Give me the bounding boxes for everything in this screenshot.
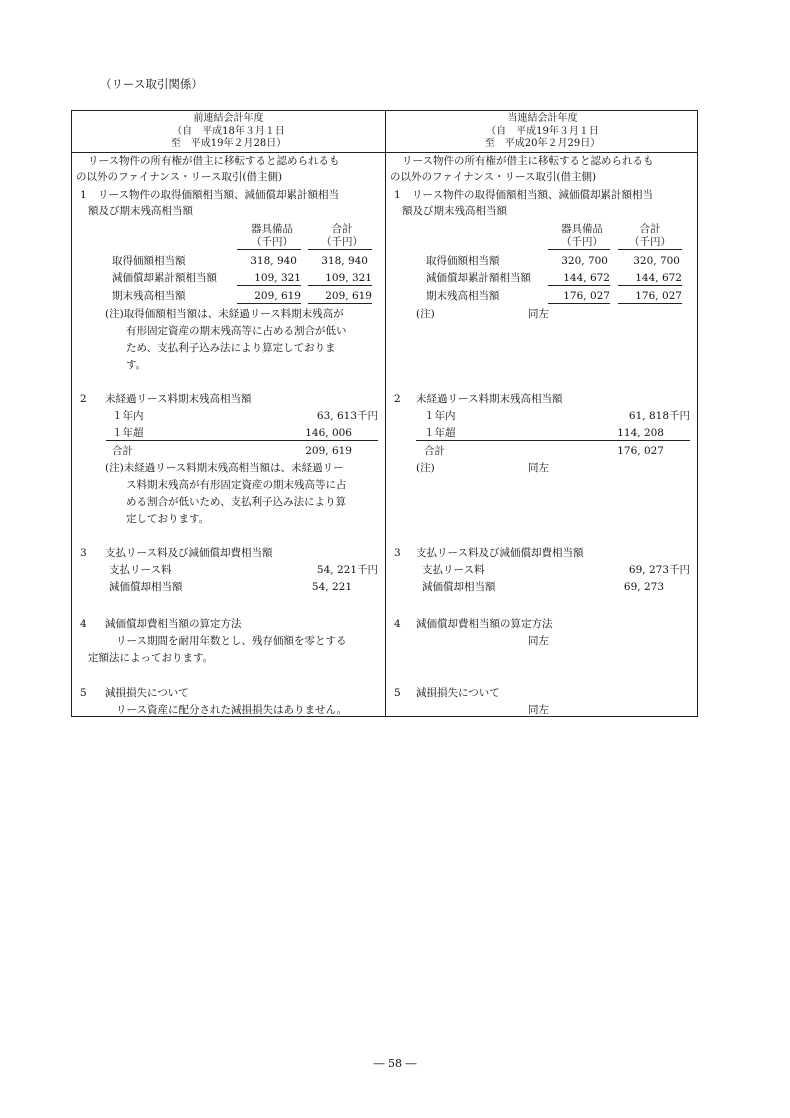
- section-1-title-cont: 額及び期末残高相当額: [88, 205, 193, 217]
- section-1-number: 1: [394, 189, 401, 201]
- section-2-number: 2: [394, 393, 401, 405]
- col-equipment-unit: （千円）: [561, 236, 603, 248]
- section-3-title: 支払リース料及び減価償却費相当額: [105, 547, 273, 559]
- section-4-same-as-left: 同左: [528, 635, 549, 647]
- note-1-line-1: (注)取得価額相当額は、未経過リース料期末残高が: [105, 308, 344, 320]
- section-5-number: 5: [80, 687, 87, 699]
- lease-payment-label: 支払リース料: [422, 564, 485, 576]
- col-total-header: 合計: [639, 223, 661, 235]
- col-total-header: 合計: [331, 223, 353, 235]
- section-2-title: 未経過リース料期末残高相当額: [416, 393, 563, 405]
- prev-period-header: [72, 111, 385, 154]
- prev-period-to: 至 平成19年２月28日）: [170, 138, 287, 149]
- section-1-title: リース物件の取得価額相当額、減価償却累計額相当: [412, 189, 653, 201]
- row-acquisition-label: 取得価額相当額: [426, 255, 500, 267]
- note-2-same-as-left: 同左: [528, 462, 549, 474]
- over-1-year-label: １年超: [424, 427, 456, 439]
- row-balance-equipment: 176, 027: [548, 289, 610, 304]
- row-acquisition-equipment: 320, 700: [561, 255, 608, 267]
- total-value: 209, 619: [305, 445, 352, 457]
- section-5-body: リース資産に配分された減損損失はありません。: [116, 704, 348, 716]
- lease-table: [71, 110, 698, 717]
- depreciation-equiv-label: 減価償却相当額: [422, 581, 496, 593]
- depreciation-equiv-value: 69, 273: [623, 581, 664, 593]
- within-1-year-value: 61, 818千円: [628, 410, 690, 422]
- note-2-line-4: 定しております。: [126, 513, 210, 525]
- intro-line-1: リース物件の所有権が借主に移転すると認められるも: [402, 155, 654, 167]
- row-acquisition-label: 取得価額相当額: [112, 255, 186, 267]
- section-4-number: 4: [394, 618, 401, 630]
- col-equipment-header: 器具備品: [561, 223, 603, 235]
- note-2-line-3: める割合が低いため、支払利子込み法により算: [126, 496, 347, 508]
- total-value: 176, 027: [617, 445, 664, 457]
- over-1-year-label: １年超: [112, 427, 144, 439]
- intro-line-2: の以外のファイナンス・リース取引(借主側): [390, 171, 597, 183]
- prev-period-column: [72, 153, 384, 716]
- over-1-year-value: 146, 006: [305, 427, 352, 439]
- note-2-line-1: (注)未経過リース料期末残高相当額は、未経過リー: [105, 462, 344, 474]
- row-balance-label: 期末残高相当額: [112, 290, 186, 302]
- curr-period-header: [386, 111, 699, 154]
- section-1-number: 1: [80, 189, 87, 201]
- row-depreciation-label: 減価償却累計額相当額: [426, 272, 531, 284]
- note-1-line-2: 有形固定資産の期末残高等に占める割合が低い: [126, 325, 347, 337]
- depreciation-equiv-value: 54, 221: [311, 581, 352, 593]
- lease-payment-value: 69, 273千円: [628, 564, 690, 576]
- section-4-body-1: リース期間を耐用年数とし、残存価額を零とする: [116, 635, 347, 647]
- note-1-line-4: す。: [126, 359, 147, 371]
- row-acquisition-total: 318, 940: [321, 255, 368, 267]
- section-1-title: リース物件の取得価額相当額、減価償却累計額相当: [98, 189, 339, 201]
- col-equipment-unit: （千円）: [251, 236, 293, 248]
- col-total-unit: （千円）: [321, 236, 363, 248]
- total-label: 合計: [424, 445, 445, 457]
- curr-period-from: （自 平成19年３月１日: [486, 125, 599, 137]
- section-1-title-cont: 額及び期末残高相当額: [402, 205, 507, 217]
- total-underline: [416, 440, 690, 441]
- page-number: ― 58 ―: [373, 1057, 417, 1070]
- section-2-title: 未経過リース料期末残高相当額: [105, 393, 252, 405]
- section-5-same-as-left: 同左: [528, 704, 549, 716]
- section-3-number: 3: [394, 547, 401, 559]
- total-label: 合計: [112, 445, 133, 457]
- row-depreciation-equipment: 144, 672: [548, 271, 610, 286]
- curr-period-to: 至 平成20年２月29日）: [484, 138, 601, 149]
- row-depreciation-total: 109, 321: [308, 271, 372, 286]
- curr-period-column: [386, 153, 698, 716]
- col-underline: [308, 249, 372, 250]
- col-underline: [618, 249, 682, 250]
- row-balance-label: 期末残高相当額: [426, 290, 500, 302]
- total-underline: [106, 440, 378, 441]
- within-1-year-label: １年内: [112, 410, 144, 422]
- note-1-line-3: ため、支払利子込み法により算定しておりま: [126, 342, 336, 354]
- section-4-title: 減価償却費相当額の算定方法: [416, 618, 553, 630]
- row-acquisition-total: 320, 700: [633, 255, 680, 267]
- note-1-same-as-left: 同左: [528, 308, 549, 320]
- row-balance-total: 209, 619: [308, 289, 372, 304]
- section-3-title: 支払リース料及び減価償却費相当額: [416, 547, 584, 559]
- row-balance-total: 176, 027: [618, 289, 682, 304]
- curr-period-title: 当連結会計年度: [507, 113, 578, 124]
- note-1-label: (注): [416, 308, 435, 320]
- row-acquisition-equipment: 318, 940: [250, 255, 297, 267]
- row-balance-equipment: 209, 619: [237, 289, 301, 304]
- within-1-year-value: 63, 613千円: [316, 410, 378, 422]
- col-equipment-header: 器具備品: [251, 223, 293, 235]
- intro-line-2: の以外のファイナンス・リース取引(借主側): [76, 171, 283, 183]
- note-2-line-2: ス料期末残高が有形固定資産の期末残高等に占: [126, 479, 347, 491]
- section-5-title: 減損損失について: [416, 687, 500, 699]
- section-4-body-2: 定額法によっております。: [88, 652, 214, 664]
- lease-payment-label: 支払リース料: [109, 564, 172, 576]
- section-3-number: 3: [80, 547, 87, 559]
- section-4-title: 減価償却費相当額の算定方法: [105, 618, 242, 630]
- intro-line-1: リース物件の所有権が借主に移転すると認められるも: [88, 155, 340, 167]
- row-depreciation-label: 減価償却累計額相当額: [112, 272, 217, 284]
- row-depreciation-total: 144, 672: [618, 271, 682, 286]
- section-5-title: 減損損失について: [105, 687, 189, 699]
- note-2-label: (注): [416, 462, 435, 474]
- lease-payment-value: 54, 221千円: [316, 564, 378, 576]
- section-2-number: 2: [80, 393, 87, 405]
- prev-period-title: 前連結会計年度: [193, 113, 264, 124]
- section-heading: （リース取引関係）: [100, 77, 203, 91]
- row-depreciation-equipment: 109, 321: [237, 271, 301, 286]
- within-1-year-label: １年内: [424, 410, 456, 422]
- depreciation-equiv-label: 減価償却相当額: [109, 581, 183, 593]
- over-1-year-value: 114, 208: [617, 427, 664, 439]
- section-5-number: 5: [394, 687, 401, 699]
- col-total-unit: （千円）: [629, 236, 671, 248]
- col-underline: [237, 249, 301, 250]
- section-4-number: 4: [80, 618, 87, 630]
- col-underline: [548, 249, 610, 250]
- prev-period-from: （自 平成18年３月１日: [172, 125, 285, 137]
